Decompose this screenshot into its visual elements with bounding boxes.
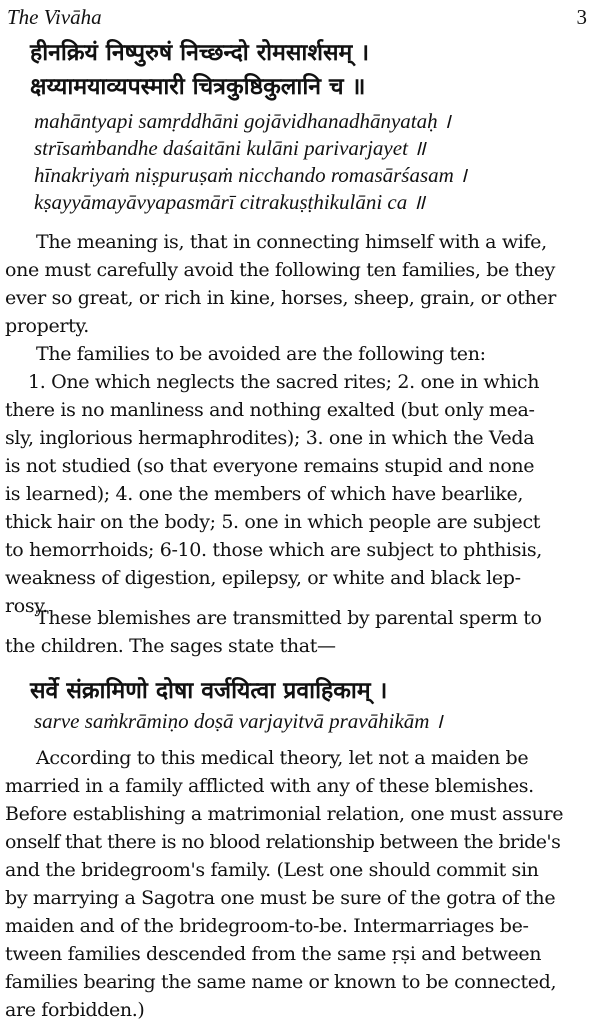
sanskrit-verse-transliteration xyxy=(0,108,600,216)
devanagari-line: हीनक्रियं निष्पुरुषं निच्छन्दो रोमसार्शसम् । xyxy=(30,40,370,66)
text-line: is not studied (so that everyone remains stupid and none xyxy=(5,455,535,477)
paragraph-blemishes xyxy=(0,604,600,660)
transliteration-line: strīsaṁbandhe daśaitāni kulāni parivarjayet ॥ xyxy=(34,136,426,160)
text-line: rosy. xyxy=(5,595,48,617)
devanagari-line: क्षय्यामयाव्यपस्मारी चित्रकुष्ठिकुलानि च ॥ xyxy=(30,74,366,100)
page-number: 3 xyxy=(576,5,587,29)
text-line: Before establishing a matrimonial relation, one must assure xyxy=(5,803,564,825)
transliteration-line: mahāntyapi samṛddhāni gojāvidhanadhānyataḥ । xyxy=(34,109,451,133)
text-line: maiden and of the bridegroom-to-be. Intermarriages be- xyxy=(5,915,529,937)
paragraph-meaning xyxy=(0,228,600,340)
text-line: onself that there is no blood relationship between the bride's xyxy=(5,831,561,853)
paragraph-medical-theory xyxy=(0,744,600,1024)
text-line: The families to be avoided are the following ten: xyxy=(36,343,486,365)
sanskrit-verse-2-devanagari xyxy=(0,674,600,708)
text-line: thick hair on the body; 5. one in which people are subject xyxy=(5,511,541,533)
text-line: married in a family afflicted with any of these blemishes. xyxy=(5,775,534,797)
text-line: there is no manliness and nothing exalted (but only mea- xyxy=(5,399,535,421)
text-line: ever so great, or rich in kine, horses, sheep, grain, or other xyxy=(5,287,557,309)
transliteration-line: hīnakriyaṁ niṣpuruṣaṁ nicchando romasārśasam । xyxy=(34,163,468,187)
text-line: are forbidden.) xyxy=(5,999,145,1021)
transliteration-line: kṣayyāmayāvyapasmārī citrakuṣṭhikulāni ca ॥ xyxy=(34,190,426,214)
text-line: tween families descended from the same ṛṣi and between xyxy=(5,943,542,965)
text-line: The meaning is, that in connecting himself with a wife, xyxy=(36,231,547,253)
text-line: is learned); 4. one the members of which have bearlike, xyxy=(5,483,524,505)
text-line: property. xyxy=(5,315,89,337)
page-header xyxy=(7,4,593,30)
text-line: sly, inglorious hermaphrodites); 3. one in which the Veda xyxy=(5,427,535,449)
text-line: families bearing the same name or known to be connected, xyxy=(5,971,557,993)
devanagari-line: सर्वे संक्रामिणो दोषा वर्जयित्वा प्रवाहिकाम् । xyxy=(30,678,388,704)
text-line: the children. The sages state that— xyxy=(5,635,336,657)
transliteration-line: sarve saṁkrāmiṇo doṣā varjayitvā pravāhikām । xyxy=(34,709,443,733)
text-line: and the bridegroom's family. (Lest one should commit sin xyxy=(5,859,539,881)
text-line: weakness of digestion, epilepsy, or white and black lep- xyxy=(5,567,521,589)
paragraph-families-list xyxy=(0,368,600,620)
running-head: The Vivāha xyxy=(7,5,102,29)
sanskrit-verse-devanagari xyxy=(0,36,600,104)
text-line: According to this medical theory, let not a maiden be xyxy=(36,747,529,769)
paragraph-families-intro xyxy=(0,340,600,368)
text-line: These blemishes are transmitted by parental sperm to xyxy=(36,607,542,629)
text-line: 1. One which neglects the sacred rites; 2. one in which xyxy=(28,371,540,393)
text-line: by marrying a Sagotra one must be sure of the gotra of the xyxy=(5,887,556,909)
text-line: one must carefully avoid the following ten families, be they xyxy=(5,259,556,281)
sanskrit-verse-2-transliteration xyxy=(0,708,600,735)
text-line: to hemorrhoids; 6-10. those which are subject to phthisis, xyxy=(5,539,542,561)
